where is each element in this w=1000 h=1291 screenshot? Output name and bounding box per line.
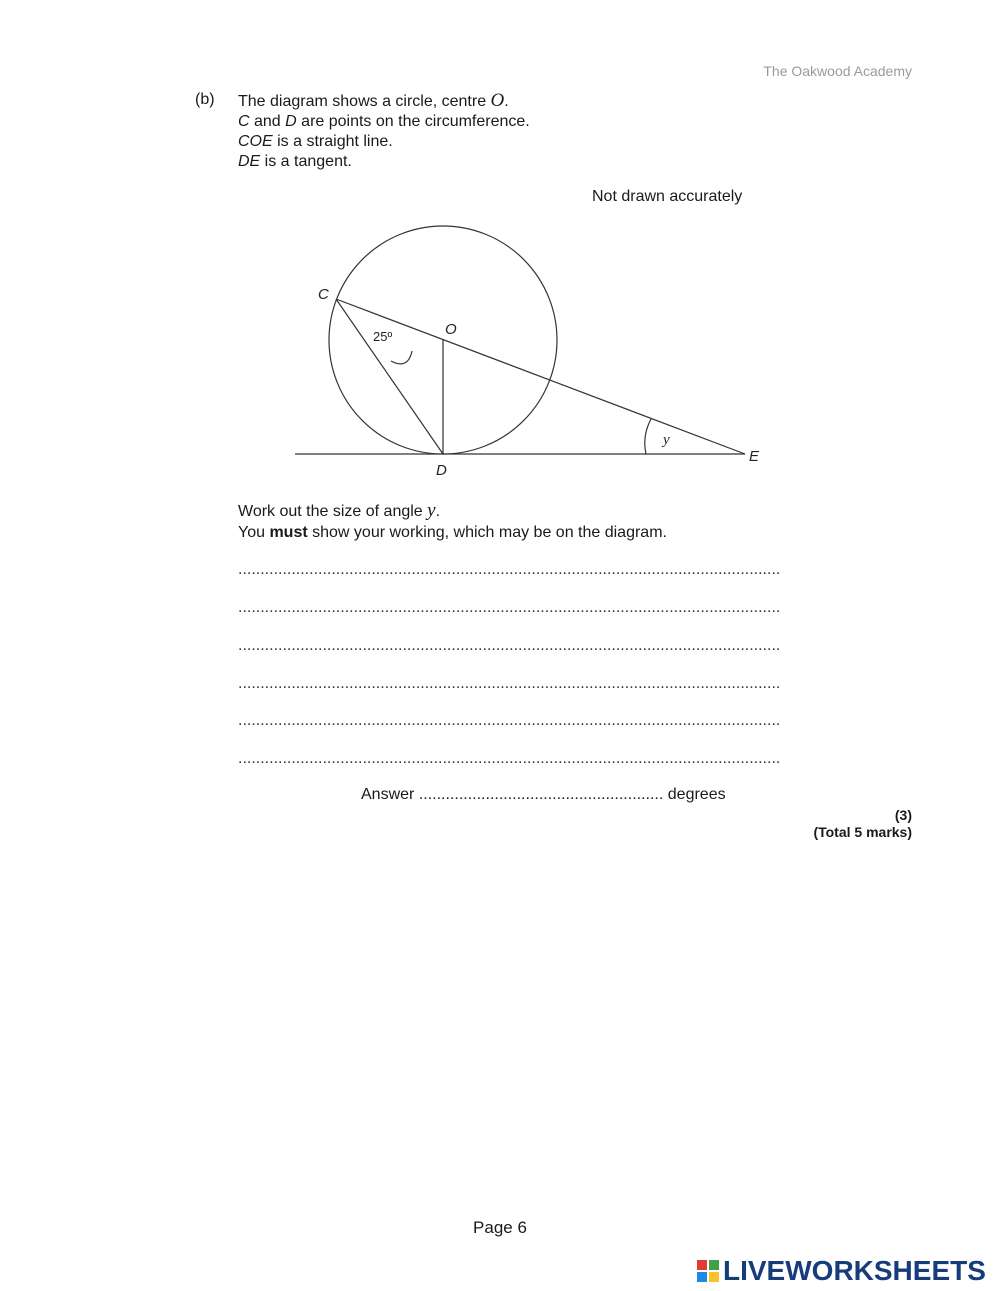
logo-square — [697, 1272, 707, 1282]
answer-unit: degrees — [667, 786, 726, 803]
intro-text: and — [249, 113, 286, 130]
point-d-variable: D — [285, 113, 297, 130]
school-name: The Oakwood Academy — [763, 63, 912, 79]
question-marks: (3) — [894, 807, 912, 823]
working-line[interactable]: .......................................................................................................................... — [238, 675, 781, 692]
logo-square — [709, 1272, 719, 1282]
intro-text: is a straight line. — [272, 133, 393, 150]
brand-name: LIVEWORKSHEETS — [723, 1255, 986, 1286]
liveworksheets-logo — [697, 1255, 986, 1287]
angle-label-25: 25º — [373, 329, 393, 344]
question-task — [238, 500, 667, 543]
label-o: O — [445, 321, 457, 338]
label-d: D — [436, 462, 447, 479]
instruction-text: show your working, which may be on the diagram. — [307, 524, 667, 541]
task-text: . — [435, 503, 441, 520]
working-line[interactable]: .......................................................................................................................... — [238, 712, 781, 729]
angle-label-y: y — [663, 432, 670, 448]
angle-arc-c — [391, 351, 412, 364]
working-line[interactable]: .......................................................................................................................... — [238, 599, 781, 616]
not-drawn-accurately-note: Not drawn accurately — [592, 188, 743, 205]
task-line — [238, 500, 667, 522]
angle-y-variable: y — [427, 500, 436, 521]
tangent-de-variable: DE — [238, 153, 261, 170]
line-coe — [336, 299, 745, 454]
circle-tangent-diagram — [0, 0, 1000, 520]
logo-square — [697, 1260, 707, 1270]
angle-arc-e — [645, 419, 651, 454]
logo-square — [709, 1260, 719, 1270]
question-part-label: (b) — [195, 91, 215, 108]
chord-cd — [336, 299, 443, 454]
page-number: Page 6 — [473, 1218, 527, 1237]
total-marks: (Total 5 marks) — [813, 824, 912, 840]
centre-variable: O — [490, 90, 505, 111]
point-c-variable: C — [238, 113, 250, 130]
logo-squares-icon — [697, 1260, 719, 1282]
task-text: Work out the size of angle — [238, 503, 428, 520]
answer-row — [361, 786, 726, 804]
intro-text: The diagram shows a circle, centre — [238, 93, 491, 110]
instruction-emphasis: must — [269, 524, 308, 541]
instruction-text: You — [238, 524, 270, 541]
label-c: C — [318, 286, 329, 303]
label-e: E — [749, 448, 760, 465]
line-coe-variable: COE — [238, 133, 273, 150]
answer-input[interactable]: ....................................................... — [418, 786, 664, 803]
working-line[interactable]: .......................................................................................................................... — [238, 750, 781, 767]
working-line[interactable]: .......................................................................................................................... — [238, 637, 781, 654]
intro-text: . — [504, 93, 509, 110]
intro-text: is a tangent. — [260, 153, 352, 170]
working-line[interactable]: .......................................................................................................................... — [238, 561, 781, 578]
intro-text: are points on the circumference. — [296, 113, 530, 130]
answer-label: Answer — [361, 786, 415, 803]
instruction-line — [238, 522, 667, 543]
